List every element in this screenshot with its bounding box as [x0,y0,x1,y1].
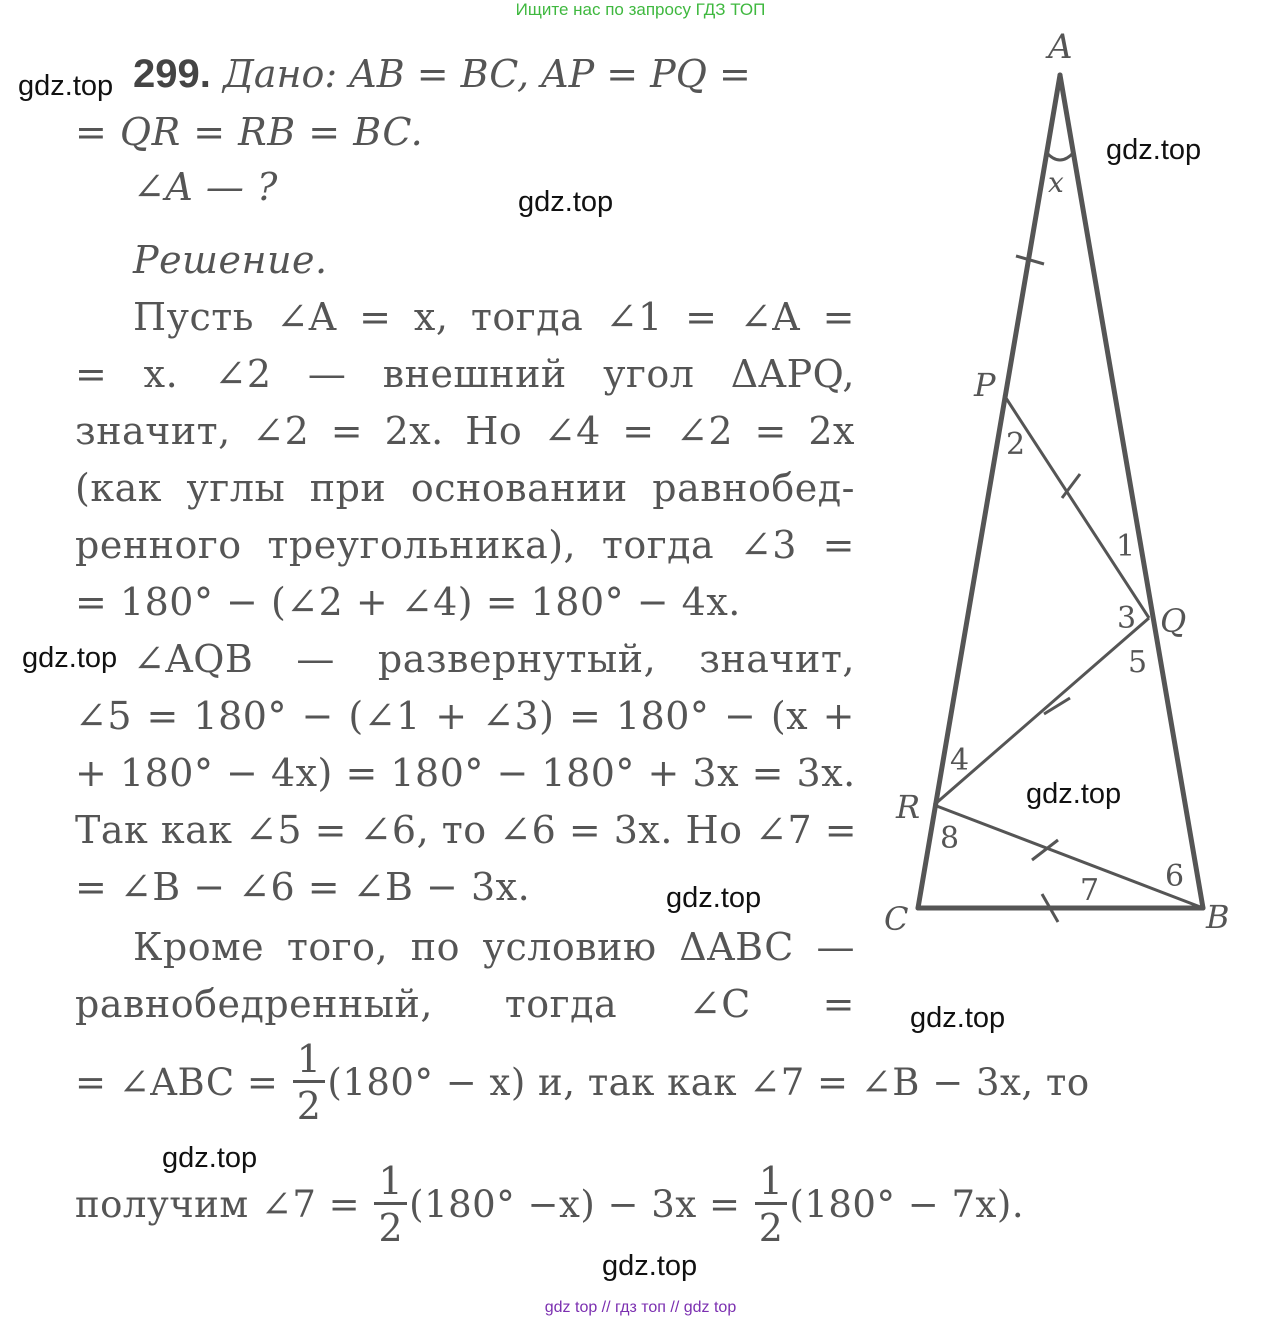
fraction: $\frac{1}{2}$ [374,1162,407,1247]
segment-PQ [1004,395,1149,618]
top-banner[interactable]: Ищите нас по запросу ГДЗ ТОП [515,0,766,19]
formula-line-1: = ∠ABC = $\frac{1}{2}$ (180° − x) и, так как ∠7 = ∠B − 3x, то [75,1037,1090,1128]
vertex-label-B: B [1206,898,1230,936]
watermark[interactable]: gdz.top [1026,778,1122,810]
watermark[interactable]: gdz.top [666,882,762,914]
fraction: $\frac{1}{2}$ [755,1162,788,1247]
angle-arc-A [1046,152,1074,160]
angle-label-1: 1 [1116,529,1136,564]
vertex-label-R: R [896,788,921,826]
angle-label-2: 2 [1006,427,1026,462]
watermark[interactable]: gdz.top [162,1142,258,1174]
watermark[interactable]: gdz.top [602,1250,698,1282]
solution-line: = ∠B − ∠6 = ∠B − 3x. [75,865,531,909]
footer-links[interactable]: gdz top // гдз топ // gdz top [544,1299,737,1316]
solution-line: Пусть ∠A = x, тогда ∠1 = ∠A = [133,295,855,339]
solution-line: Кроме того, по условию ΔABC — [133,925,855,969]
angle-label-5: 5 [1128,645,1148,680]
watermark[interactable]: gdz.top [910,1002,1006,1034]
vertex-label-P: P [974,366,996,404]
watermark[interactable]: gdz.top [518,186,614,218]
solution-line: равнобедренный, тогда ∠C = [75,982,855,1026]
formula-line-2: получим ∠7 = $\frac{1}{2}$ (180° −x) − 3x = $\frac{1}{2}$ (180° − 7x). [75,1159,1025,1250]
solution-line: ∠AQB — развернутый, значит, [133,637,855,681]
solution-title: Решение. [133,238,328,282]
solution-line: ∠5 = 180° − (∠1 + ∠3) = 180° − (x + [75,694,855,738]
vertex-label-C: C [884,900,909,938]
solution-line: = 180° − (∠2 + ∠4) = 180° − 4x. [75,580,741,624]
angle-label-7: 7 [1080,873,1100,908]
problem-given-1: Дано: AB = BC, AP = PQ = [222,52,751,96]
solution-line: ренного треугольника), тогда ∠3 = [75,523,855,567]
angle-label-8: 8 [940,821,960,856]
vertex-label-A: A [1048,27,1073,67]
watermark[interactable]: gdz.top [18,70,114,102]
solution-line: + 180° − 4x) = 180° − 180° + 3x = 3x. [75,751,856,795]
fraction: $\frac{1}{2}$ [293,1040,326,1125]
vertex-label-Q: Q [1160,602,1187,640]
problem-number: 299. [133,52,211,96]
angle-label-4: 4 [950,743,970,778]
problem-find: ∠A — ? [133,165,278,209]
watermark[interactable]: gdz.top [22,642,118,674]
angle-label-3: 3 [1117,601,1137,636]
angle-label-x: x [1048,166,1064,199]
angle-label-6: 6 [1165,859,1185,894]
problem-given-line-2: = QR = RB = BC. [75,110,424,154]
segment-RB [934,805,1203,908]
solution-line: (как углы при основании равнобед- [75,466,855,510]
solution-line: значит, ∠2 = 2x. Но ∠4 = ∠2 = 2x [75,409,855,453]
solution-line: = x. ∠2 — внешний угол ΔAPQ, [75,352,855,396]
watermark[interactable]: gdz.top [1106,134,1202,166]
solution-line: Так как ∠5 = ∠6, то ∠6 = 3x. Но ∠7 = [75,808,858,852]
